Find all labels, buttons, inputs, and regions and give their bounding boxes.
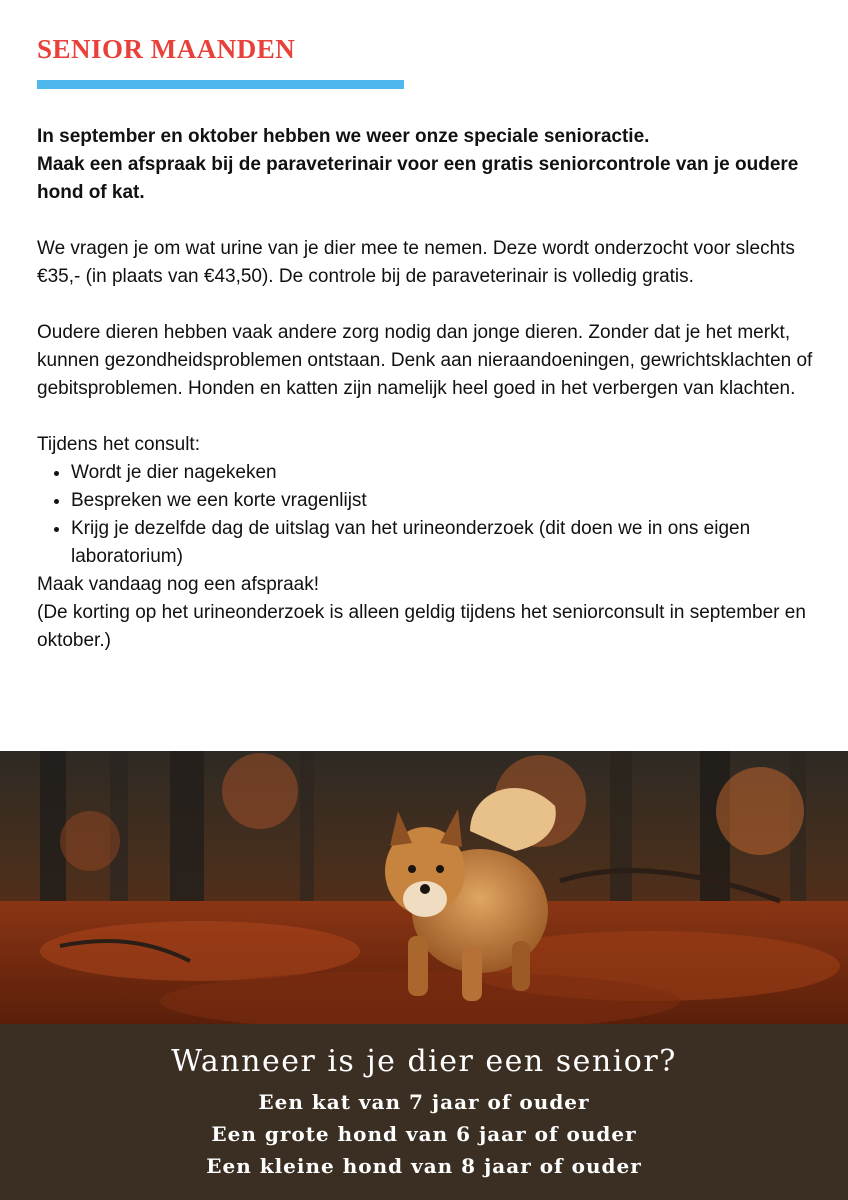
discount-note: (De korting op het urineonderzoek is alleen geldig tijdens het seniorconsult in september en oktober.) [37, 602, 806, 651]
call-to-action: Maak vandaag nog een afspraak! [37, 574, 320, 595]
list-item: • Wordt je dier nagekeken [71, 459, 827, 487]
dog-photo [0, 751, 848, 1024]
list-item: • Krijg je dezelfde dag de uitslag van het urineonderzoek (dit doen we in ons eigen laboratorium) [71, 515, 827, 571]
intro-line-1: In september en oktober hebben we weer onze speciale senioractie. [37, 126, 650, 147]
intro-line-2: Maak een afspraak bij de paraveterinair voor een gratis seniorcontrole van je oudere hond of kat. [37, 154, 799, 203]
consult-heading: Tijdens het consult: [37, 434, 200, 455]
title-underline-bar [37, 80, 404, 89]
senior-criteria-small-dog: Een kleine hond van 8 jaar of ouder [206, 1154, 642, 1178]
senior-question-title: Wanneer is je dier een senior? [171, 1044, 677, 1079]
consult-list [37, 459, 827, 571]
senior-criteria-large-dog: Een grote hond van 6 jaar of ouder [211, 1122, 637, 1146]
urine-paragraph: We vragen je om wat urine van je dier mee te nemen. Deze wordt onderzocht voor slechts €35,- (in plaats van €43,50). De controle bij de paraveterinair is volledig gratis. [37, 238, 795, 287]
senior-criteria-cat: Een kat van 7 jaar of ouder [258, 1090, 590, 1114]
article-body [37, 123, 827, 655]
list-item: • Bespreken we een korte vragenlijst [71, 487, 827, 515]
page-title: SENIOR MAANDEN [37, 34, 296, 64]
senior-info-panel [0, 1024, 848, 1200]
care-paragraph: Oudere dieren hebben vaak andere zorg nodig dan jonge dieren. Zonder dat je het merkt, kunnen gezondheidsproblemen ontstaan. Denk aan nieraandoeningen, gewrichtsklachten of gebitsproblemen. Honden en katten zijn namelijk heel goed in het verbergen van klachten. [37, 322, 813, 399]
